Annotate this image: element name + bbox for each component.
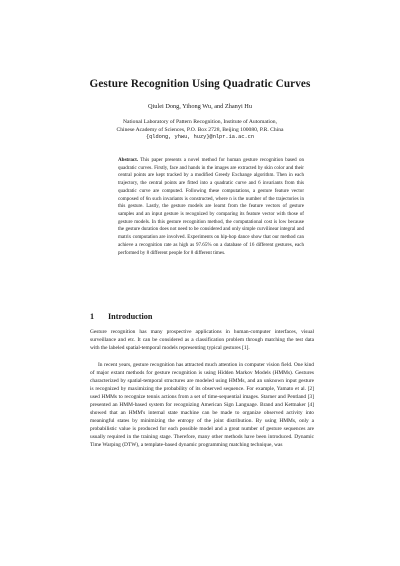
affiliation-block	[0, 119, 400, 142]
paper-title: Gesture Recognition Using Quadratic Curves	[89, 78, 311, 90]
intro-paragraph-2: In recent years, gesture recognition has attracted much attention in computer vision field. One kind of major extant methods for gesture recognition is using Hidden Markov Models (HMMs). Gestures characterized by spatial-temporal structures are modeled using HMMs, and an unknown input gesture is recognized by maximizing the probability of its observed sequence. For example, Yamato et al. [2] used HMMs to recognize tennis actions from a set of time-sequential images. Starner and Pentland [3] presented an HMM-based system for recognizing American Sign Language. Brand and Kettnaker [4] showed that an HMM's internal state machine can be made to organize observed activity into meaningful states by minimizing the entropy of the joint distribution. By using HMMs, only a probabilistic value is produced for each possible model and a great number of gesture sequences are usually required in the training stage. Therefore, many other methods have been introduced. Dynamic Time Warping (DTW), a template-based dynamic programming matching technique, was	[90, 362, 314, 449]
abstract-block	[118, 157, 304, 257]
abstract-label: Abstract.	[118, 157, 139, 163]
author-list: Qiulei Dong, Yihong Wu, and Zhanyi Hu	[148, 103, 252, 110]
affiliation-line-2: Chinese Academy of Sciences, P.O. Box 2728, Beijing 100080, P.R. China	[116, 126, 284, 133]
abstract-text: This paper presents a novel method for human gesture recognition based on quadratic curves. Firstly, face and hands in the images are extracted by skin color and their central points are kept tracked by a modified Greedy Exchange algorithm. Then in each trajectory, the central points are fitted into a quadratic curve and 6 invariants from this quadratic curve are computed. Following these computations, a gesture feature vector composed of 6n such invariants is constructed, where n is the number of the trajectories in this gesture. Lastly, the gesture models are learnt from the feature vectors of gesture samples and an input gesture is recognized by comparing its feature vector with those of gesture models. In this gesture recognition method, the computational cost is low because the gesture duration does not need to be considered and only simple curvilinear integral and matrix computation are involved. Experiments on hip-hop dance show that our method can achieve a recognition rate as high as 97.65% on a database of 16 different gestures, each performed by 8 different people for 8 different times.	[118, 157, 305, 256]
affiliation-email: {qldong, yhwu, huzy}@nlpr.ia.ac.cn	[145, 134, 255, 141]
section-number: 1	[90, 312, 95, 321]
section-title: Introduction	[108, 312, 153, 321]
section-heading	[90, 312, 152, 321]
affiliation-line-1: National Laboratory of Pattern Recognition, Institute of Automation,	[123, 119, 277, 125]
intro-paragraph-1: Gesture recognition has many prospective applications in human-computer interfaces, visual surveillance and etc. It can be considered as a classification problem through matching the test data with the labeled spatial-temporal models representing typical gestures [1].	[90, 329, 314, 352]
